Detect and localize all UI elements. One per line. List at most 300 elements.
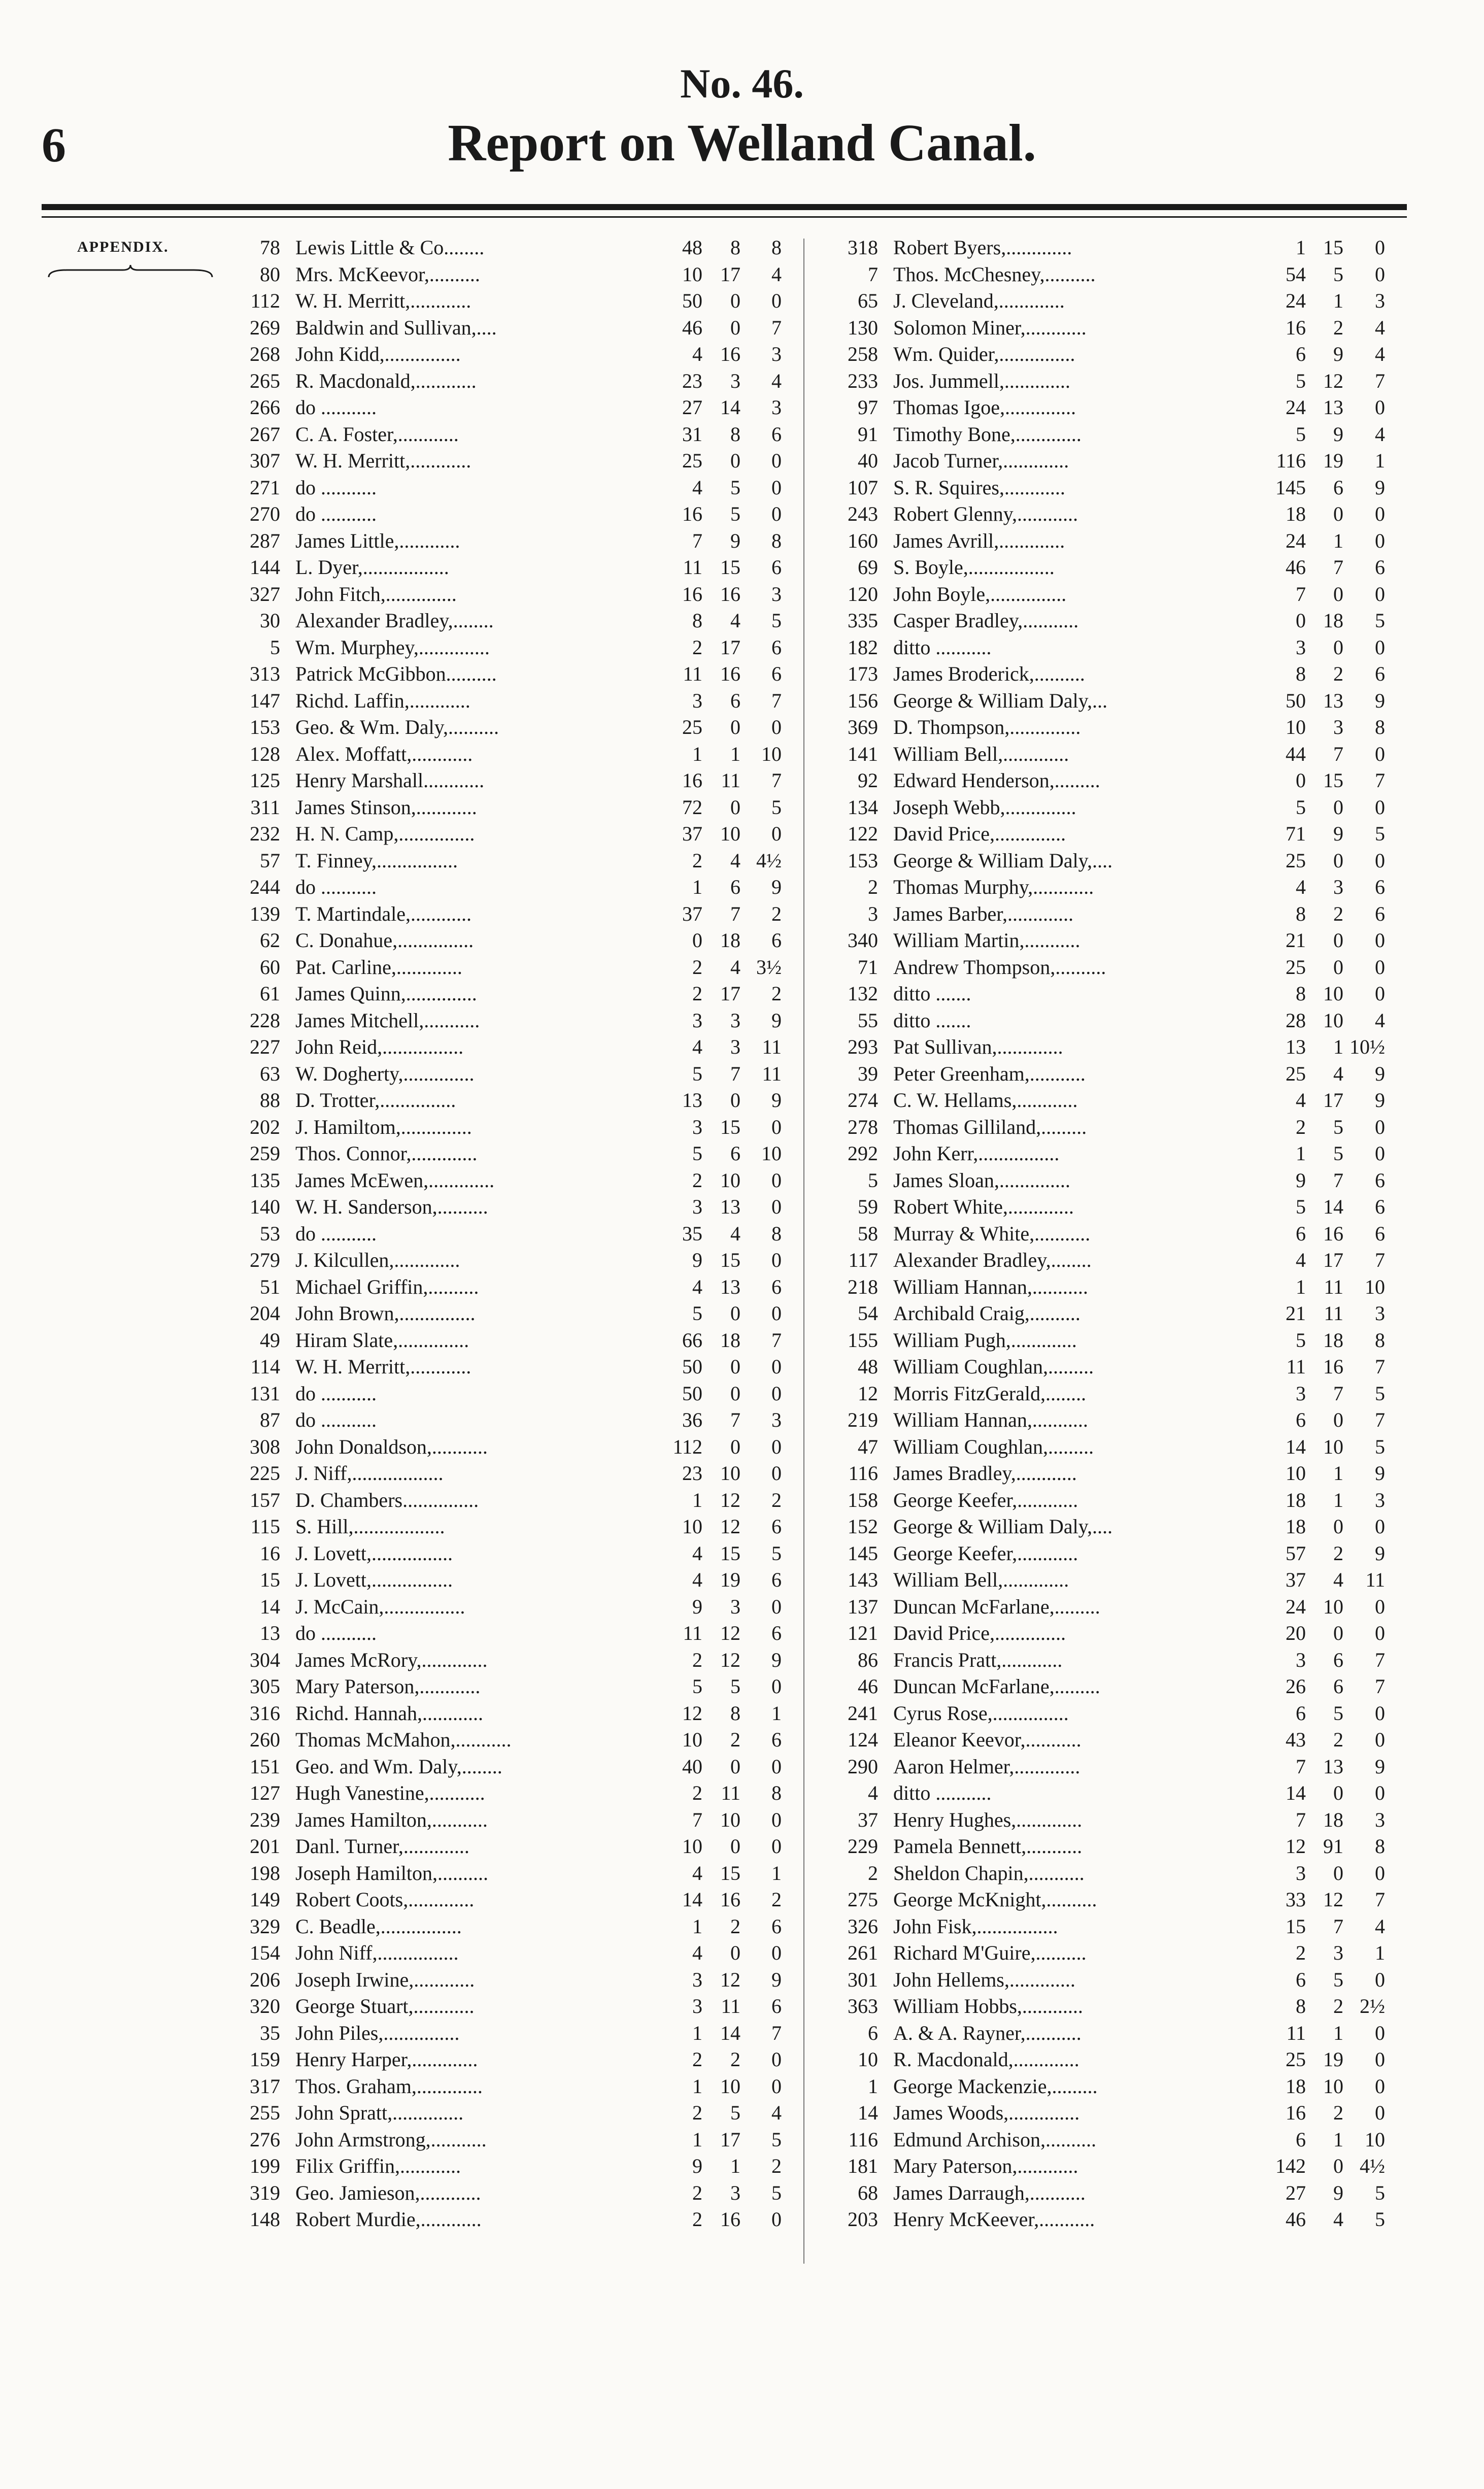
entry-number: 265: [250, 369, 280, 392]
shillings-value: 12: [720, 1968, 740, 1991]
pounds-value: 10: [682, 1728, 702, 1751]
pounds-value: 10: [682, 1835, 702, 1858]
shillings-value: 2: [730, 1728, 740, 1751]
payee-name: Wm. Quider,...............: [893, 343, 1075, 365]
pence-value: 6: [771, 929, 782, 952]
payee-name: Thomas McMahon,...........: [295, 1728, 512, 1751]
pounds-value: 26: [1286, 1675, 1306, 1698]
shillings-value: 13: [720, 1195, 740, 1218]
pounds-value: 25: [682, 449, 702, 472]
shillings-value: 0: [1333, 1622, 1343, 1644]
payee-name: John Kerr,................: [893, 1142, 1060, 1165]
shillings-value: 7: [1333, 1168, 1343, 1192]
pence-value: 8: [771, 236, 782, 259]
pounds-value: 6: [1296, 1968, 1306, 1991]
shillings-value: 0: [730, 316, 740, 339]
pounds-value: 4: [1296, 1089, 1306, 1112]
pence-value: 7: [1375, 769, 1385, 792]
shillings-value: 0: [1333, 635, 1343, 659]
pence-value: 6: [771, 1622, 782, 1644]
entry-number: 219: [848, 1408, 878, 1431]
payee-name: Thomas Murphy,............: [893, 876, 1094, 898]
payee-name: James Mitchell,...........: [295, 1008, 480, 1032]
table-row: [810, 421, 1388, 448]
pounds-value: 1: [692, 1914, 702, 1938]
pounds-value: 6: [1296, 1408, 1306, 1431]
payee-name: James Woods,..............: [893, 2101, 1080, 2124]
pounds-value: 4: [1296, 1249, 1306, 1271]
entry-number: 10: [858, 2048, 878, 2071]
shillings-value: 4: [1333, 2208, 1343, 2231]
payee-name: Henry Marshall............: [295, 769, 485, 792]
shillings-value: 5: [730, 2101, 740, 2124]
shillings-value: 6: [1333, 1675, 1343, 1698]
entry-number: 261: [848, 1941, 878, 1964]
entry-number: 329: [250, 1914, 280, 1938]
payee-name: Thos. Graham,.............: [295, 2074, 483, 2098]
entry-number: 121: [848, 1622, 878, 1644]
shillings-value: 8: [730, 236, 740, 259]
pence-value: 9: [771, 876, 782, 898]
entry-number: 131: [250, 1382, 280, 1405]
entry-number: 107: [848, 476, 878, 499]
entry-number: 206: [250, 1968, 280, 1991]
pence-value: 2: [771, 2155, 782, 2177]
payee-name: do ...........: [295, 1382, 377, 1405]
pounds-value: 24: [1286, 289, 1306, 312]
shillings-value: 1: [1333, 1462, 1343, 1485]
entry-number: 114: [250, 1355, 280, 1378]
table-row: [209, 341, 785, 368]
pence-value: 0: [1375, 849, 1385, 872]
entry-number: 55: [858, 1008, 878, 1032]
pence-value: 3: [1375, 1488, 1385, 1511]
pence-value: 8: [771, 1222, 782, 1245]
pence-value: 2: [771, 902, 782, 925]
entry-number: 128: [250, 742, 280, 765]
entry-number: 241: [848, 1701, 878, 1725]
payee-name: Mrs. McKeevor,..........: [295, 262, 480, 286]
payee-name: John Armstrong,...........: [295, 2128, 487, 2151]
table-row: [209, 661, 785, 688]
pounds-value: 9: [692, 1595, 702, 1618]
shillings-value: 15: [720, 1541, 740, 1565]
pounds-value: 20: [1286, 1622, 1306, 1644]
entry-number: 143: [848, 1568, 878, 1591]
shillings-value: 1: [730, 2155, 740, 2177]
table-row: [810, 1940, 1388, 1967]
payee-name: James Barber,.............: [893, 902, 1073, 925]
shillings-value: 12: [720, 1648, 740, 1671]
payee-name: George & William Daly,...: [893, 689, 1108, 712]
table-row: [810, 1194, 1388, 1221]
pence-value: 2: [771, 1488, 782, 1511]
header-rule-thin: [42, 216, 1407, 218]
pounds-value: 2: [692, 955, 702, 979]
table-row: [209, 1300, 785, 1327]
pounds-value: 24: [1286, 529, 1306, 552]
pence-value: 0: [771, 1168, 782, 1192]
entry-number: 53: [260, 1222, 280, 1245]
table-row: [810, 1913, 1388, 1940]
pounds-value: 10: [1286, 716, 1306, 738]
table-row: [209, 1754, 785, 1780]
table-row: [810, 1407, 1388, 1434]
pence-value: 0: [771, 2074, 782, 2098]
pence-value: 0: [1375, 2021, 1385, 2044]
payee-name: Lewis Little & Co........: [295, 236, 485, 259]
payee-name: Thomas Igoe,..............: [893, 396, 1076, 419]
table-row: [810, 1833, 1388, 1860]
pence-value: 5: [1375, 822, 1385, 845]
pence-value: 8: [1375, 1835, 1385, 1858]
pounds-value: 8: [1296, 662, 1306, 685]
report-title: Report on Welland Canal.: [448, 114, 1036, 172]
payee-name: Thos. McChesney,..........: [893, 262, 1096, 286]
table-row: [810, 848, 1388, 874]
shillings-value: 9: [1333, 343, 1343, 365]
pounds-value: 3: [692, 1195, 702, 1218]
shillings-value: 7: [1333, 556, 1343, 579]
pounds-value: 10: [682, 1515, 702, 1538]
shillings-value: 15: [1323, 236, 1343, 259]
payee-name: S. Hill,..................: [295, 1515, 445, 1538]
pence-value: 6: [1375, 1222, 1385, 1245]
payee-name: ditto ...........: [893, 635, 992, 659]
entry-number: 86: [858, 1648, 878, 1671]
payee-name: William Pugh,.............: [893, 1328, 1077, 1352]
payee-name: Alexander Bradley,........: [893, 1249, 1092, 1271]
payee-name: Robert Murdie,............: [295, 2208, 482, 2231]
table-row: [209, 1434, 785, 1461]
entry-number: 239: [250, 1808, 280, 1831]
pounds-value: 16: [682, 502, 702, 525]
pounds-value: 3: [692, 1968, 702, 1991]
shillings-value: 5: [1333, 1115, 1343, 1138]
shillings-value: 2: [1333, 1995, 1343, 2017]
shillings-value: 13: [1323, 689, 1343, 712]
table-row: [209, 1594, 785, 1621]
pounds-value: 46: [1286, 556, 1306, 579]
table-row: [209, 1780, 785, 1807]
entry-number: 255: [250, 2101, 280, 2124]
entry-number: 37: [858, 1808, 878, 1831]
table-row: [810, 1860, 1388, 1887]
entry-number: 157: [250, 1488, 280, 1511]
shillings-value: 0: [1333, 795, 1343, 819]
shillings-value: 6: [1333, 476, 1343, 499]
payee-name: George McKnight,..........: [893, 1888, 1097, 1911]
pence-value: 7: [771, 316, 782, 339]
entry-number: 117: [848, 1249, 878, 1271]
shillings-value: 1: [1333, 1488, 1343, 1511]
entry-number: 326: [848, 1914, 878, 1938]
pence-value: 3: [771, 343, 782, 365]
pence-value: 9: [1375, 1089, 1385, 1112]
payee-name: Geo. & Wm. Daly,..........: [295, 716, 499, 738]
pounds-value: 46: [682, 316, 702, 339]
entry-number: 269: [250, 316, 280, 339]
shillings-value: 0: [730, 716, 740, 738]
pounds-value: 11: [1286, 1355, 1306, 1378]
table-row: [810, 288, 1388, 315]
pence-value: 3: [1375, 289, 1385, 312]
table-row: [810, 554, 1388, 581]
pounds-value: 28: [1286, 1008, 1306, 1032]
table-row: [209, 501, 785, 528]
table-row: [209, 554, 785, 581]
shillings-value: 15: [1323, 769, 1343, 792]
pounds-value: 25: [1286, 1062, 1306, 1085]
table-row: [209, 821, 785, 848]
table-row: [209, 1087, 785, 1114]
shillings-value: 7: [730, 1062, 740, 1085]
table-row: [810, 821, 1388, 848]
entry-number: 57: [260, 849, 280, 872]
table-row: [810, 2073, 1388, 2100]
entry-number: 244: [250, 876, 280, 898]
pounds-value: 16: [1286, 2101, 1306, 2124]
entry-number: 124: [848, 1728, 878, 1751]
table-row: [810, 1620, 1388, 1647]
shillings-value: 3: [730, 2181, 740, 2204]
shillings-value: 16: [720, 662, 740, 685]
pence-value: 5: [771, 2128, 782, 2151]
pence-value: 5: [1375, 1382, 1385, 1405]
pounds-value: 46: [1286, 2208, 1306, 2231]
table-row: [209, 2180, 785, 2207]
pence-value: 6: [771, 1515, 782, 1538]
pence-value: 3½: [756, 955, 782, 979]
shillings-value: 3: [730, 1008, 740, 1032]
entry-number: 151: [250, 1755, 280, 1778]
entry-number: 319: [250, 2181, 280, 2204]
pence-value: 0: [1375, 502, 1385, 525]
shillings-value: 6: [730, 689, 740, 712]
entry-number: 313: [250, 662, 280, 685]
table-row: [209, 688, 785, 715]
table-row: [209, 1167, 785, 1194]
pounds-value: 3: [1296, 1648, 1306, 1671]
payee-name: ditto .......: [893, 1008, 971, 1032]
pounds-value: 3: [692, 689, 702, 712]
table-row: [810, 1727, 1388, 1754]
payee-name: A. & A. Rayner,...........: [893, 2021, 1082, 2044]
shillings-value: 9: [1333, 422, 1343, 446]
pence-value: 9: [1375, 1462, 1385, 1485]
payee-name: T. Martindale,............: [295, 902, 471, 925]
pence-value: 5: [1375, 2181, 1385, 2204]
payee-name: William Bell,.............: [893, 1568, 1069, 1591]
payee-name: George Mackenzie,.........: [893, 2074, 1098, 2098]
payee-name: Henry Harper,.............: [295, 2048, 478, 2071]
shillings-value: 15: [720, 1861, 740, 1885]
shillings-value: 12: [720, 1622, 740, 1644]
shillings-value: 12: [720, 1515, 740, 1538]
entry-number: 12: [858, 1382, 878, 1405]
pounds-value: 16: [682, 582, 702, 606]
table-row: [209, 1967, 785, 1994]
payee-name: W. H. Sanderson,..........: [295, 1195, 488, 1218]
shillings-value: 4: [730, 849, 740, 872]
shillings-value: 2: [1333, 1541, 1343, 1565]
entry-number: 275: [848, 1888, 878, 1911]
payee-name: Richd. Hannah,............: [295, 1701, 483, 1725]
entry-number: 335: [848, 609, 878, 632]
entry-number: 91: [858, 422, 878, 446]
table-row: [209, 1833, 785, 1860]
left-column: [209, 234, 785, 2233]
table-row: [209, 528, 785, 555]
pence-value: 0: [771, 1808, 782, 1831]
entry-number: 305: [250, 1675, 280, 1698]
pounds-value: 10: [682, 262, 702, 286]
shillings-value: 17: [720, 635, 740, 659]
entry-number: 88: [260, 1089, 280, 1112]
pounds-value: 25: [1286, 849, 1306, 872]
pounds-value: 1: [692, 2074, 702, 2098]
pence-value: 0: [771, 822, 782, 845]
entry-number: 116: [848, 2128, 878, 2151]
payee-name: Duncan McFarlane,.........: [893, 1595, 1100, 1618]
entry-number: 127: [250, 1781, 280, 1804]
shillings-value: 4: [730, 955, 740, 979]
pounds-value: 37: [1286, 1568, 1306, 1591]
payee-name: John Boyle,...............: [893, 582, 1067, 606]
shillings-value: 10: [1323, 1435, 1343, 1458]
shillings-value: 0: [1333, 2155, 1343, 2177]
pence-value: 0: [1375, 1728, 1385, 1751]
shillings-value: 19: [1323, 449, 1343, 472]
pence-value: 0: [771, 1835, 782, 1858]
table-row: [209, 315, 785, 342]
table-row: [810, 2206, 1388, 2233]
entry-number: 369: [848, 716, 878, 738]
pounds-value: 3: [1296, 1382, 1306, 1405]
table-row: [810, 368, 1388, 395]
pounds-value: 4: [692, 1035, 702, 1058]
table-row: [209, 1460, 785, 1487]
payee-name: Morris FitzGerald,........: [893, 1382, 1086, 1405]
entry-number: 14: [858, 2101, 878, 2124]
pence-value: 0: [1375, 529, 1385, 552]
shillings-value: 14: [720, 396, 740, 419]
pounds-value: 142: [1275, 2155, 1306, 2177]
pence-value: 4: [771, 369, 782, 392]
pence-value: 5: [1375, 609, 1385, 632]
table-row: [810, 874, 1388, 901]
payee-name: H. N. Camp,...............: [295, 822, 475, 845]
entry-number: 160: [848, 529, 878, 552]
pounds-value: 3: [692, 1115, 702, 1138]
pence-value: 9: [771, 1648, 782, 1671]
table-row: [209, 1061, 785, 1088]
pounds-value: 5: [692, 1062, 702, 1085]
shillings-value: 4: [730, 1222, 740, 1245]
shillings-value: 3: [730, 1035, 740, 1058]
entry-number: 159: [250, 2048, 280, 2071]
payee-name: do ...........: [295, 1408, 377, 1431]
table-row: [209, 1993, 785, 2020]
payee-name: William Hannan,...........: [893, 1275, 1088, 1298]
pounds-value: 27: [1286, 2181, 1306, 2204]
entry-number: 2: [868, 876, 878, 898]
table-row: [810, 688, 1388, 715]
pence-value: 0: [1375, 795, 1385, 819]
pounds-value: 2: [692, 849, 702, 872]
table-row: [209, 981, 785, 1007]
payee-name: Sheldon Chapin,...........: [893, 1861, 1085, 1885]
pence-value: 0: [771, 1355, 782, 1378]
entry-number: 225: [250, 1462, 280, 1485]
pence-value: 5: [1375, 2208, 1385, 2231]
pence-value: 1: [771, 1861, 782, 1885]
shillings-value: 16: [1323, 1222, 1343, 1245]
payee-name: do ...........: [295, 502, 377, 525]
entry-number: 153: [848, 849, 878, 872]
page-number: 6: [42, 118, 66, 172]
pounds-value: 25: [1286, 955, 1306, 979]
pounds-value: 8: [1296, 982, 1306, 1005]
shillings-value: 13: [1323, 396, 1343, 419]
appendix-label: APPENDIX.: [77, 239, 169, 255]
table-row: [209, 1487, 785, 1514]
entry-number: 78: [260, 236, 280, 259]
pounds-value: 23: [682, 1462, 702, 1485]
table-row: [810, 1700, 1388, 1727]
pence-value: 4: [1375, 343, 1385, 365]
table-row: [810, 1300, 1388, 1327]
table-row: [209, 2100, 785, 2127]
table-row: [810, 2100, 1388, 2127]
shillings-value: 16: [720, 2208, 740, 2231]
table-row: [209, 1381, 785, 1407]
table-row: [810, 927, 1388, 954]
pounds-value: 9: [1296, 1168, 1306, 1192]
shillings-value: 7: [1333, 1382, 1343, 1405]
shillings-value: 18: [1323, 1808, 1343, 1831]
pounds-value: 23: [682, 369, 702, 392]
pence-value: 7: [1375, 1408, 1385, 1431]
table-row: [209, 1274, 785, 1301]
shillings-value: 0: [730, 289, 740, 312]
pence-value: 0: [771, 1115, 782, 1138]
payee-name: S. R. Squires,............: [893, 476, 1065, 499]
payee-name: J. Cleveland,.............: [893, 289, 1065, 312]
pounds-value: 37: [682, 902, 702, 925]
table-row: [810, 1807, 1388, 1834]
entry-number: 35: [260, 2021, 280, 2044]
pounds-value: 5: [692, 1675, 702, 1698]
payee-name: Solomon Miner,............: [893, 316, 1087, 339]
pounds-value: 2: [692, 1781, 702, 1804]
entry-number: 229: [848, 1835, 878, 1858]
pence-value: 0: [771, 1675, 782, 1698]
pence-value: 7: [1375, 1888, 1385, 1911]
entry-number: 16: [260, 1541, 280, 1565]
pounds-value: 66: [682, 1328, 702, 1352]
pence-value: 11: [762, 1062, 782, 1085]
payee-name: Cyrus Rose,...............: [893, 1701, 1069, 1725]
entry-number: 181: [848, 2155, 878, 2177]
entry-number: 140: [250, 1195, 280, 1218]
pounds-value: 10: [1286, 1462, 1306, 1485]
pence-value: 0: [771, 1462, 782, 1485]
pence-value: 7: [1375, 1675, 1385, 1698]
pounds-value: 11: [683, 556, 702, 579]
pounds-value: 8: [1296, 902, 1306, 925]
pence-value: 0: [1375, 1781, 1385, 1804]
